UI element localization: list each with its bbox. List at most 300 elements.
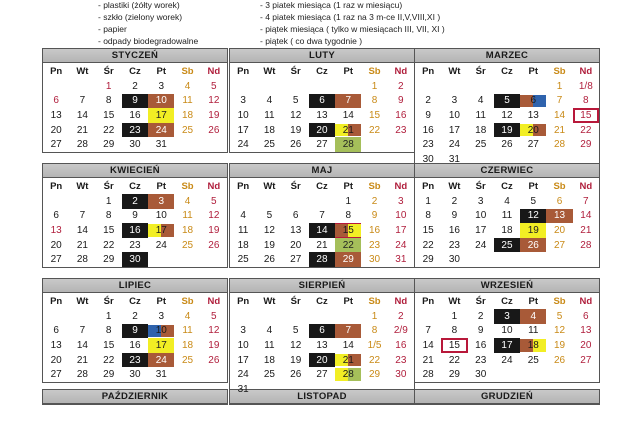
- week-row: [230, 324, 414, 339]
- day-number: 2: [451, 195, 458, 207]
- day-cell: [148, 223, 174, 238]
- day-cell: [174, 94, 200, 109]
- weekday-label: Wt: [448, 295, 461, 307]
- day-cell: [573, 324, 599, 339]
- day-number: 22: [448, 354, 460, 366]
- day-number: 15: [368, 109, 381, 121]
- day-number: 22: [368, 124, 381, 136]
- day-cell: [388, 238, 414, 253]
- day-number: 26: [290, 369, 302, 381]
- day-cell: [43, 338, 69, 353]
- day-cell: [494, 123, 520, 138]
- day-cell: [122, 194, 148, 209]
- day-number: 9: [132, 325, 138, 337]
- day-cell: [494, 353, 520, 368]
- day-number: 14: [316, 224, 328, 236]
- day-cell: [201, 108, 227, 123]
- day-cell: [468, 324, 494, 339]
- day-cell: [96, 238, 122, 253]
- day-number: 15: [103, 109, 115, 121]
- day-number: 5: [211, 80, 217, 92]
- week-row: [230, 137, 414, 152]
- week-row: [230, 353, 414, 368]
- day-number: 26: [263, 254, 275, 266]
- weekday-label: Pn: [422, 180, 435, 192]
- day-cell: [546, 309, 572, 324]
- day-cell: [388, 353, 414, 368]
- day-number: 15: [422, 224, 434, 236]
- day-cell: [43, 353, 69, 368]
- day-number: 24: [448, 139, 460, 151]
- month-calendar: [414, 163, 600, 268]
- day-number: 12: [290, 339, 302, 351]
- day-number: 8: [583, 95, 589, 107]
- day-cell: [415, 324, 441, 339]
- day-number: 12: [553, 325, 566, 337]
- empty-day-cell: [520, 79, 546, 94]
- weekday-label: Sb: [553, 295, 566, 307]
- day-number: 3: [158, 310, 165, 322]
- day-cell: [201, 238, 227, 253]
- day-number: 13: [316, 339, 328, 351]
- empty-day-cell: [415, 79, 441, 94]
- legend-item-paper: - papier: [98, 24, 127, 34]
- weekday-label: Cz: [501, 65, 513, 77]
- day-cell: [256, 324, 282, 339]
- empty-day-cell: [335, 79, 361, 94]
- week-row: [415, 309, 599, 324]
- week-row: [230, 309, 414, 324]
- day-cell: [283, 238, 309, 253]
- week-row: [43, 309, 227, 324]
- day-cell: [96, 194, 122, 209]
- day-cell: [546, 108, 572, 123]
- day-cell: [69, 252, 95, 267]
- day-number: 22: [103, 124, 115, 136]
- day-cell: [361, 367, 387, 382]
- day-cell: [283, 367, 309, 382]
- weekday-label: Śr: [103, 180, 114, 192]
- day-number: 8: [425, 210, 431, 222]
- day-cell: [494, 108, 520, 123]
- day-number: 28: [76, 369, 88, 381]
- day-number: 21: [76, 124, 88, 136]
- weekday-label: Pn: [50, 180, 63, 192]
- weekday-label: Pt: [343, 65, 354, 77]
- day-number: 16: [368, 224, 381, 236]
- day-number: 18: [475, 124, 487, 136]
- day-cell: [441, 123, 467, 138]
- weekday-label: Śr: [475, 65, 486, 77]
- day-number: 19: [208, 109, 220, 121]
- empty-day-cell: [174, 367, 200, 382]
- day-cell: [520, 353, 546, 368]
- day-cell: [43, 223, 69, 238]
- weekday-label: Sb: [181, 180, 194, 192]
- day-cell: [230, 137, 256, 152]
- day-number: 26: [208, 124, 220, 136]
- day-number: 31: [395, 254, 407, 266]
- day-cell: [361, 223, 387, 238]
- day-cell: [96, 353, 122, 368]
- day-cell: [122, 79, 148, 94]
- weekday-label: Pt: [156, 65, 167, 77]
- day-cell: [96, 338, 122, 353]
- empty-day-cell: [174, 137, 200, 152]
- day-cell: [201, 309, 227, 324]
- day-cell: [230, 338, 256, 353]
- empty-day-cell: [573, 252, 599, 267]
- day-number: 25: [237, 254, 249, 266]
- day-number: 5: [266, 210, 273, 222]
- day-cell: [415, 338, 441, 353]
- day-cell: [546, 324, 572, 339]
- week-row: [43, 209, 227, 224]
- day-number: 21: [316, 239, 328, 251]
- day-number: 5: [504, 95, 510, 107]
- day-cell: [69, 137, 95, 152]
- day-cell: [122, 353, 148, 368]
- day-number: 9: [425, 109, 431, 121]
- day-cell: [201, 94, 227, 109]
- day-cell: [96, 324, 122, 339]
- day-number: 28: [342, 139, 354, 151]
- day-number: 11: [264, 339, 275, 351]
- month-title: KWIECIEŃ: [43, 163, 227, 178]
- day-cell: [388, 123, 414, 138]
- day-number: 3: [240, 95, 246, 107]
- day-number: 13: [316, 109, 328, 121]
- day-cell: [174, 338, 200, 353]
- day-number: 12: [263, 224, 275, 236]
- day-cell: [256, 137, 282, 152]
- day-cell: [335, 252, 361, 267]
- day-cell: [201, 338, 227, 353]
- week-row: [415, 324, 599, 339]
- legend-schedule-3: - piątek miesiąca ( tylko w miesiącach III, VII, XI ): [260, 24, 445, 34]
- day-number: 7: [79, 325, 86, 337]
- day-number: 29: [368, 369, 381, 381]
- day-cell: [96, 223, 122, 238]
- day-number: 4: [530, 310, 537, 322]
- day-number: 27: [553, 239, 566, 251]
- day-cell: [494, 137, 520, 152]
- day-cell: [201, 353, 227, 368]
- empty-day-cell: [309, 194, 335, 209]
- day-number: 27: [50, 254, 62, 266]
- day-number: 1: [345, 195, 352, 207]
- day-cell: [148, 238, 174, 253]
- day-cell: [573, 238, 599, 253]
- day-cell: [468, 353, 494, 368]
- day-cell: [283, 252, 309, 267]
- day-cell: [148, 353, 174, 368]
- day-cell: [96, 108, 122, 123]
- week-row: [415, 252, 599, 267]
- day-cell: [441, 194, 467, 209]
- weekday-label: Pn: [237, 65, 250, 77]
- day-number: 5: [292, 95, 299, 107]
- empty-day-cell: [256, 194, 282, 209]
- day-cell: [174, 123, 200, 138]
- empty-day-cell: [201, 137, 227, 152]
- day-number: 28: [76, 254, 88, 266]
- weekday-label: Nd: [394, 65, 408, 77]
- day-cell: [256, 94, 282, 109]
- day-cell: [309, 209, 335, 224]
- day-number: 11: [182, 95, 193, 107]
- day-number: 30: [395, 369, 407, 381]
- empty-day-cell: [43, 309, 69, 324]
- day-number: 31: [155, 369, 167, 381]
- day-cell: [69, 367, 95, 382]
- day-number: 2: [398, 80, 404, 92]
- day-number: 28: [76, 139, 88, 151]
- month-calendar: [229, 389, 415, 405]
- day-number: 24: [155, 239, 167, 251]
- month-calendar: [414, 389, 600, 405]
- day-number: 10: [395, 210, 407, 222]
- day-cell: [335, 324, 361, 339]
- day-number: 7: [79, 95, 86, 107]
- day-cell: [122, 123, 148, 138]
- day-cell: [494, 238, 520, 253]
- weekday-label: Cz: [501, 295, 513, 307]
- day-cell: [546, 137, 572, 152]
- day-number: 30: [129, 139, 141, 151]
- weekday-label: Sb: [368, 65, 381, 77]
- day-number: 12: [208, 325, 220, 337]
- day-number: 5: [292, 325, 299, 337]
- day-number: 4: [266, 325, 273, 337]
- day-cell: [96, 123, 122, 138]
- day-cell: [335, 367, 361, 382]
- weekday-label: Pt: [343, 295, 354, 307]
- day-number: 19: [290, 354, 302, 366]
- day-cell: [520, 123, 546, 138]
- day-number: 6: [53, 210, 59, 222]
- day-number: 15: [448, 339, 460, 351]
- empty-day-cell: [573, 367, 599, 382]
- day-number: 29: [103, 369, 115, 381]
- day-number: 4: [240, 210, 246, 222]
- day-cell: [573, 353, 599, 368]
- day-number: 25: [475, 139, 487, 151]
- day-cell: [335, 123, 361, 138]
- legend-schedule-1: - 3 piatek miesiąca (1 raz w miesiącu): [260, 0, 403, 10]
- empty-day-cell: [69, 79, 95, 94]
- day-cell: [201, 223, 227, 238]
- weekday-label: Sb: [368, 295, 381, 307]
- day-number: 10: [155, 210, 167, 222]
- week-row: [43, 324, 227, 339]
- day-cell: [520, 94, 546, 109]
- day-number: 3: [504, 310, 510, 322]
- empty-day-cell: [43, 194, 69, 209]
- day-cell: [230, 108, 256, 123]
- day-number: 15: [580, 109, 592, 121]
- day-cell: [361, 108, 387, 123]
- day-number: 2: [132, 80, 138, 92]
- day-cell: [148, 194, 174, 209]
- day-number: 6: [319, 95, 325, 107]
- day-cell: [96, 367, 122, 382]
- day-number: 16: [129, 339, 141, 351]
- legend-schedule-4: - piątek ( co dwa tygodnie ): [260, 36, 363, 46]
- day-cell: [309, 108, 335, 123]
- day-cell: [201, 194, 227, 209]
- empty-day-cell: [69, 194, 95, 209]
- day-cell: [122, 94, 148, 109]
- day-number: 25: [181, 354, 194, 366]
- empty-day-cell: [546, 367, 572, 382]
- month-title: SIERPIEŃ: [230, 278, 414, 293]
- legend-schedule-2: - 4 piatek miesiąca (1 raz na 3 m-ce II,V,VIII,XI ): [260, 12, 441, 22]
- day-number: 24: [501, 354, 513, 366]
- day-cell: [546, 94, 572, 109]
- day-number: 7: [425, 325, 431, 337]
- day-number: 9: [398, 95, 404, 107]
- day-number: 20: [580, 339, 592, 351]
- weekday-label: Pn: [422, 295, 435, 307]
- day-number: 23: [395, 124, 407, 136]
- day-cell: [520, 223, 546, 238]
- day-number: 21: [76, 239, 88, 251]
- day-number: 21: [342, 354, 354, 366]
- day-cell: [388, 252, 414, 267]
- day-cell: [174, 79, 200, 94]
- day-number: 17: [155, 339, 167, 351]
- day-number: 14: [76, 339, 88, 351]
- day-number: 18: [263, 124, 275, 136]
- day-cell: [43, 137, 69, 152]
- day-number: 23: [448, 239, 460, 251]
- empty-day-cell: [309, 79, 335, 94]
- day-cell: [283, 353, 309, 368]
- day-cell: [388, 79, 414, 94]
- weekday-label: Śr: [103, 295, 114, 307]
- week-row: [415, 123, 599, 138]
- empty-day-cell: [494, 252, 520, 267]
- day-cell: [43, 123, 69, 138]
- day-cell: [43, 108, 69, 123]
- weekday-header-row: [230, 178, 414, 194]
- day-cell: [520, 324, 546, 339]
- day-number: 2: [371, 195, 378, 207]
- weekday-label: Pn: [50, 295, 63, 307]
- day-cell: [335, 209, 361, 224]
- empty-day-cell: [256, 309, 282, 324]
- day-number: 20: [527, 124, 539, 136]
- day-cell: [201, 324, 227, 339]
- day-number: 16: [395, 339, 407, 351]
- weekday-header-row: [415, 178, 599, 194]
- day-number: 18: [527, 339, 539, 351]
- week-row: [415, 209, 599, 224]
- empty-day-cell: [230, 194, 256, 209]
- day-number: 28: [422, 369, 434, 381]
- day-number: 5: [211, 195, 217, 207]
- day-cell: [415, 137, 441, 152]
- day-cell: [441, 324, 467, 339]
- day-number: 7: [583, 195, 589, 207]
- month-calendar: [414, 278, 600, 383]
- day-number: 3: [240, 325, 246, 337]
- day-number: 19: [527, 224, 539, 236]
- day-number: 5: [556, 310, 563, 322]
- month-calendar: [229, 48, 415, 153]
- weekday-label: Wt: [76, 180, 89, 192]
- day-cell: [441, 367, 467, 382]
- day-number: 1: [425, 195, 431, 207]
- day-number: 21: [422, 354, 434, 366]
- day-cell: [441, 94, 467, 109]
- weekday-label: Nd: [207, 65, 221, 77]
- day-cell: [494, 309, 520, 324]
- day-cell: [361, 353, 387, 368]
- day-number: 31: [155, 139, 167, 151]
- day-number: 10: [501, 325, 513, 337]
- week-row: [230, 194, 414, 209]
- month-title: LIPIEC: [43, 278, 227, 293]
- day-number: 8: [371, 325, 378, 337]
- day-cell: [201, 79, 227, 94]
- weekday-label: Sb: [553, 65, 566, 77]
- week-row: [43, 194, 227, 209]
- day-number: 25: [501, 239, 513, 251]
- day-cell: [174, 238, 200, 253]
- weekday-header-row: [43, 178, 227, 194]
- day-number: 8: [345, 210, 352, 222]
- week-row: [230, 367, 414, 382]
- day-cell: [520, 309, 546, 324]
- day-cell: [361, 123, 387, 138]
- day-cell: [309, 137, 335, 152]
- weekday-label: Pn: [50, 65, 63, 77]
- day-number: 22: [103, 239, 115, 251]
- day-number: 27: [290, 254, 302, 266]
- day-cell: [230, 252, 256, 267]
- empty-day-cell: [361, 137, 387, 152]
- day-cell: [388, 108, 414, 123]
- day-number: 20: [553, 224, 566, 236]
- day-number: 16: [395, 109, 407, 121]
- day-number: 14: [342, 109, 354, 121]
- day-cell: [441, 252, 467, 267]
- day-cell: [69, 238, 95, 253]
- month-calendar: [42, 278, 228, 383]
- day-cell: [148, 94, 174, 109]
- day-number: 1: [371, 80, 378, 92]
- day-cell: [573, 309, 599, 324]
- month-calendar: [229, 163, 415, 268]
- day-number: 17: [155, 109, 167, 121]
- day-cell: [546, 79, 572, 94]
- day-cell: [256, 367, 282, 382]
- day-number: 3: [451, 95, 458, 107]
- day-number: 1/5: [367, 339, 382, 351]
- day-number: 28: [316, 254, 328, 266]
- day-number: 2: [398, 310, 404, 322]
- week-row: [230, 123, 414, 138]
- week-row: [43, 338, 227, 353]
- day-cell: [388, 324, 414, 339]
- weekday-label: Pt: [156, 180, 167, 192]
- day-number: 30: [422, 153, 434, 165]
- day-number: 12: [527, 210, 539, 222]
- day-number: 8: [105, 95, 112, 107]
- day-number: 21: [580, 224, 592, 236]
